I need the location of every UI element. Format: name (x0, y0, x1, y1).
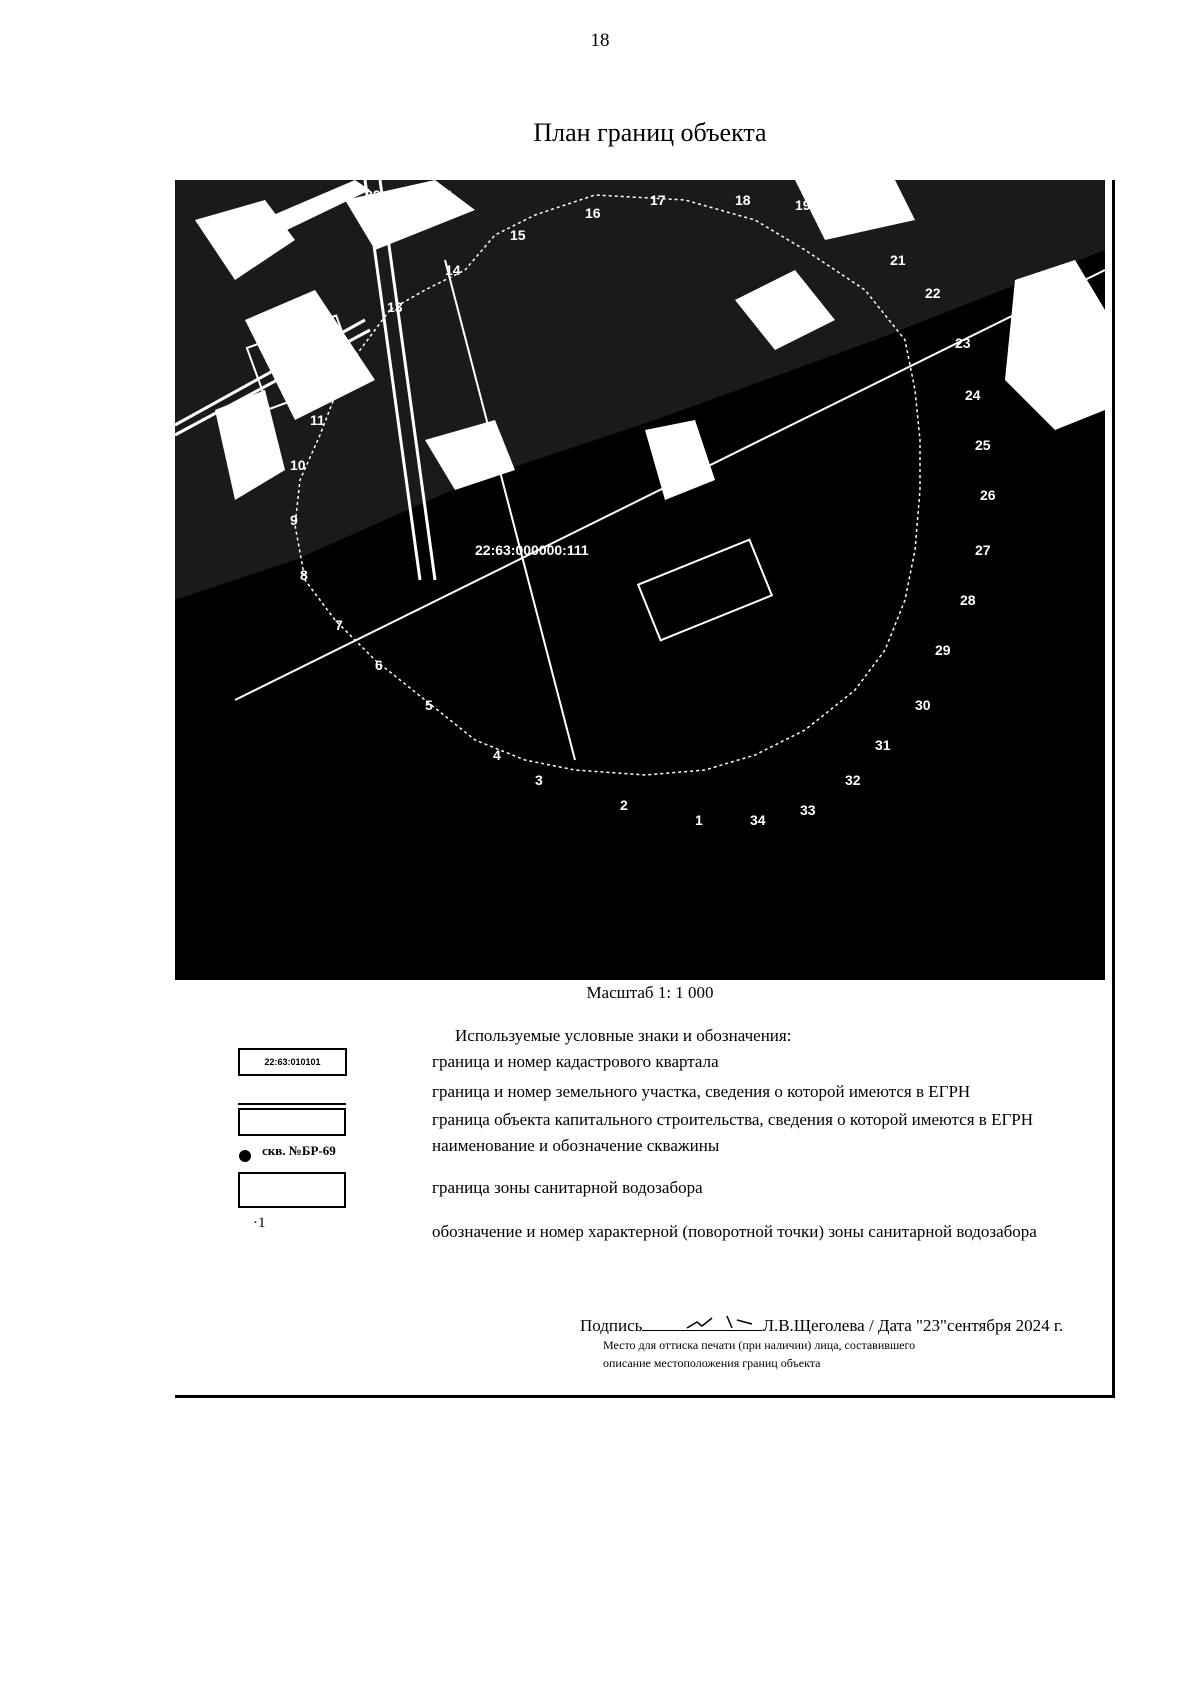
signature-field (642, 1318, 762, 1331)
svg-text:27: 27 (975, 542, 991, 558)
svg-text:15: 15 (510, 227, 526, 243)
svg-text:28: 28 (960, 592, 976, 608)
svg-text:8: 8 (300, 567, 308, 583)
parcel-label: 22:63:000000:111 (475, 542, 589, 558)
svg-text:2: 2 (620, 797, 628, 813)
well-dot-icon (239, 1150, 251, 1162)
svg-text:13: 13 (387, 299, 403, 315)
svg-text:20: 20 (840, 217, 856, 233)
svg-text:9: 9 (290, 512, 298, 528)
legend-item-zone: граница зоны санитарной водозабора (432, 1178, 703, 1197)
signature-line (580, 1316, 1063, 1336)
svg-text:32: 32 (845, 772, 861, 788)
quarter-symbol: 22:63:010101 (238, 1048, 347, 1076)
svg-text:30: 30 (915, 697, 931, 713)
svg-text:12: 12 (345, 362, 361, 378)
svg-text:23: 23 (955, 335, 971, 351)
zone-symbol (238, 1172, 346, 1208)
legend-item-point: обозначение и номер характерной (поворотной точки) зоны санитарной водозабора (432, 1222, 1037, 1241)
svg-text:34: 34 (750, 812, 766, 828)
parcel-line-symbol (238, 1103, 346, 1105)
legend-item-parcel: граница и номер земельного участка, сведения о которой имеются в ЕГРН (432, 1082, 971, 1101)
svg-text:22: 22 (925, 285, 941, 301)
svg-text:6: 6 (375, 657, 383, 673)
svg-text:16: 16 (585, 205, 601, 221)
page-number: 18 (590, 30, 610, 51)
svg-text:19: 19 (795, 197, 811, 213)
svg-text:4: 4 (493, 747, 501, 763)
boundary-map (175, 180, 1105, 980)
svg-text:24: 24 (965, 387, 981, 403)
svg-text:25: 25 (975, 437, 991, 453)
building-symbol (238, 1108, 346, 1136)
signature-label: Подпись (580, 1316, 643, 1335)
svg-text:29: 29 (935, 642, 951, 658)
well-symbol-label: скв. №БР-69 (262, 1143, 336, 1158)
legend-item-building: граница объекта капитального строительства, сведения о которой имеются в ЕГРН (432, 1110, 1034, 1129)
svg-text:11: 11 (310, 412, 325, 428)
signature-scrawl-icon (682, 1310, 762, 1334)
legend-item-well: наименование и обозначение скважины (432, 1136, 720, 1155)
svg-text:7: 7 (335, 617, 343, 633)
svg-text:5: 5 (425, 697, 433, 713)
svg-text:33: 33 (800, 802, 816, 818)
svg-text:1: 1 (695, 812, 703, 828)
legend-item-quarter: граница и номер кадастрового квартала (432, 1052, 719, 1071)
point-symbol: ·1 (253, 1215, 266, 1231)
svg-text:17: 17 (650, 192, 666, 208)
stamp-note-continued: описание местоположения границ объекта (603, 1356, 821, 1370)
svg-text:31: 31 (875, 737, 891, 753)
stamp-note: Место для оттиска печати (при наличии) лица, составившего (603, 1338, 916, 1352)
svg-text:26: 26 (980, 487, 996, 503)
signature-name-date: Л.В.Щеголева / Дата "23"сентября 2024 г. (762, 1316, 1064, 1335)
scale-label: Масштаб 1: 1 000 (586, 983, 714, 1002)
quarter-label: 22:63:030508 (365, 187, 453, 203)
legend-heading: Используемые условные знаки и обозначения: (455, 1026, 792, 1045)
svg-text:3: 3 (535, 772, 543, 788)
svg-text:10: 10 (290, 457, 306, 473)
page-title: План границ объекта (533, 118, 767, 147)
svg-text:18: 18 (735, 192, 751, 208)
svg-text:14: 14 (445, 262, 461, 278)
svg-text:21: 21 (890, 252, 906, 268)
